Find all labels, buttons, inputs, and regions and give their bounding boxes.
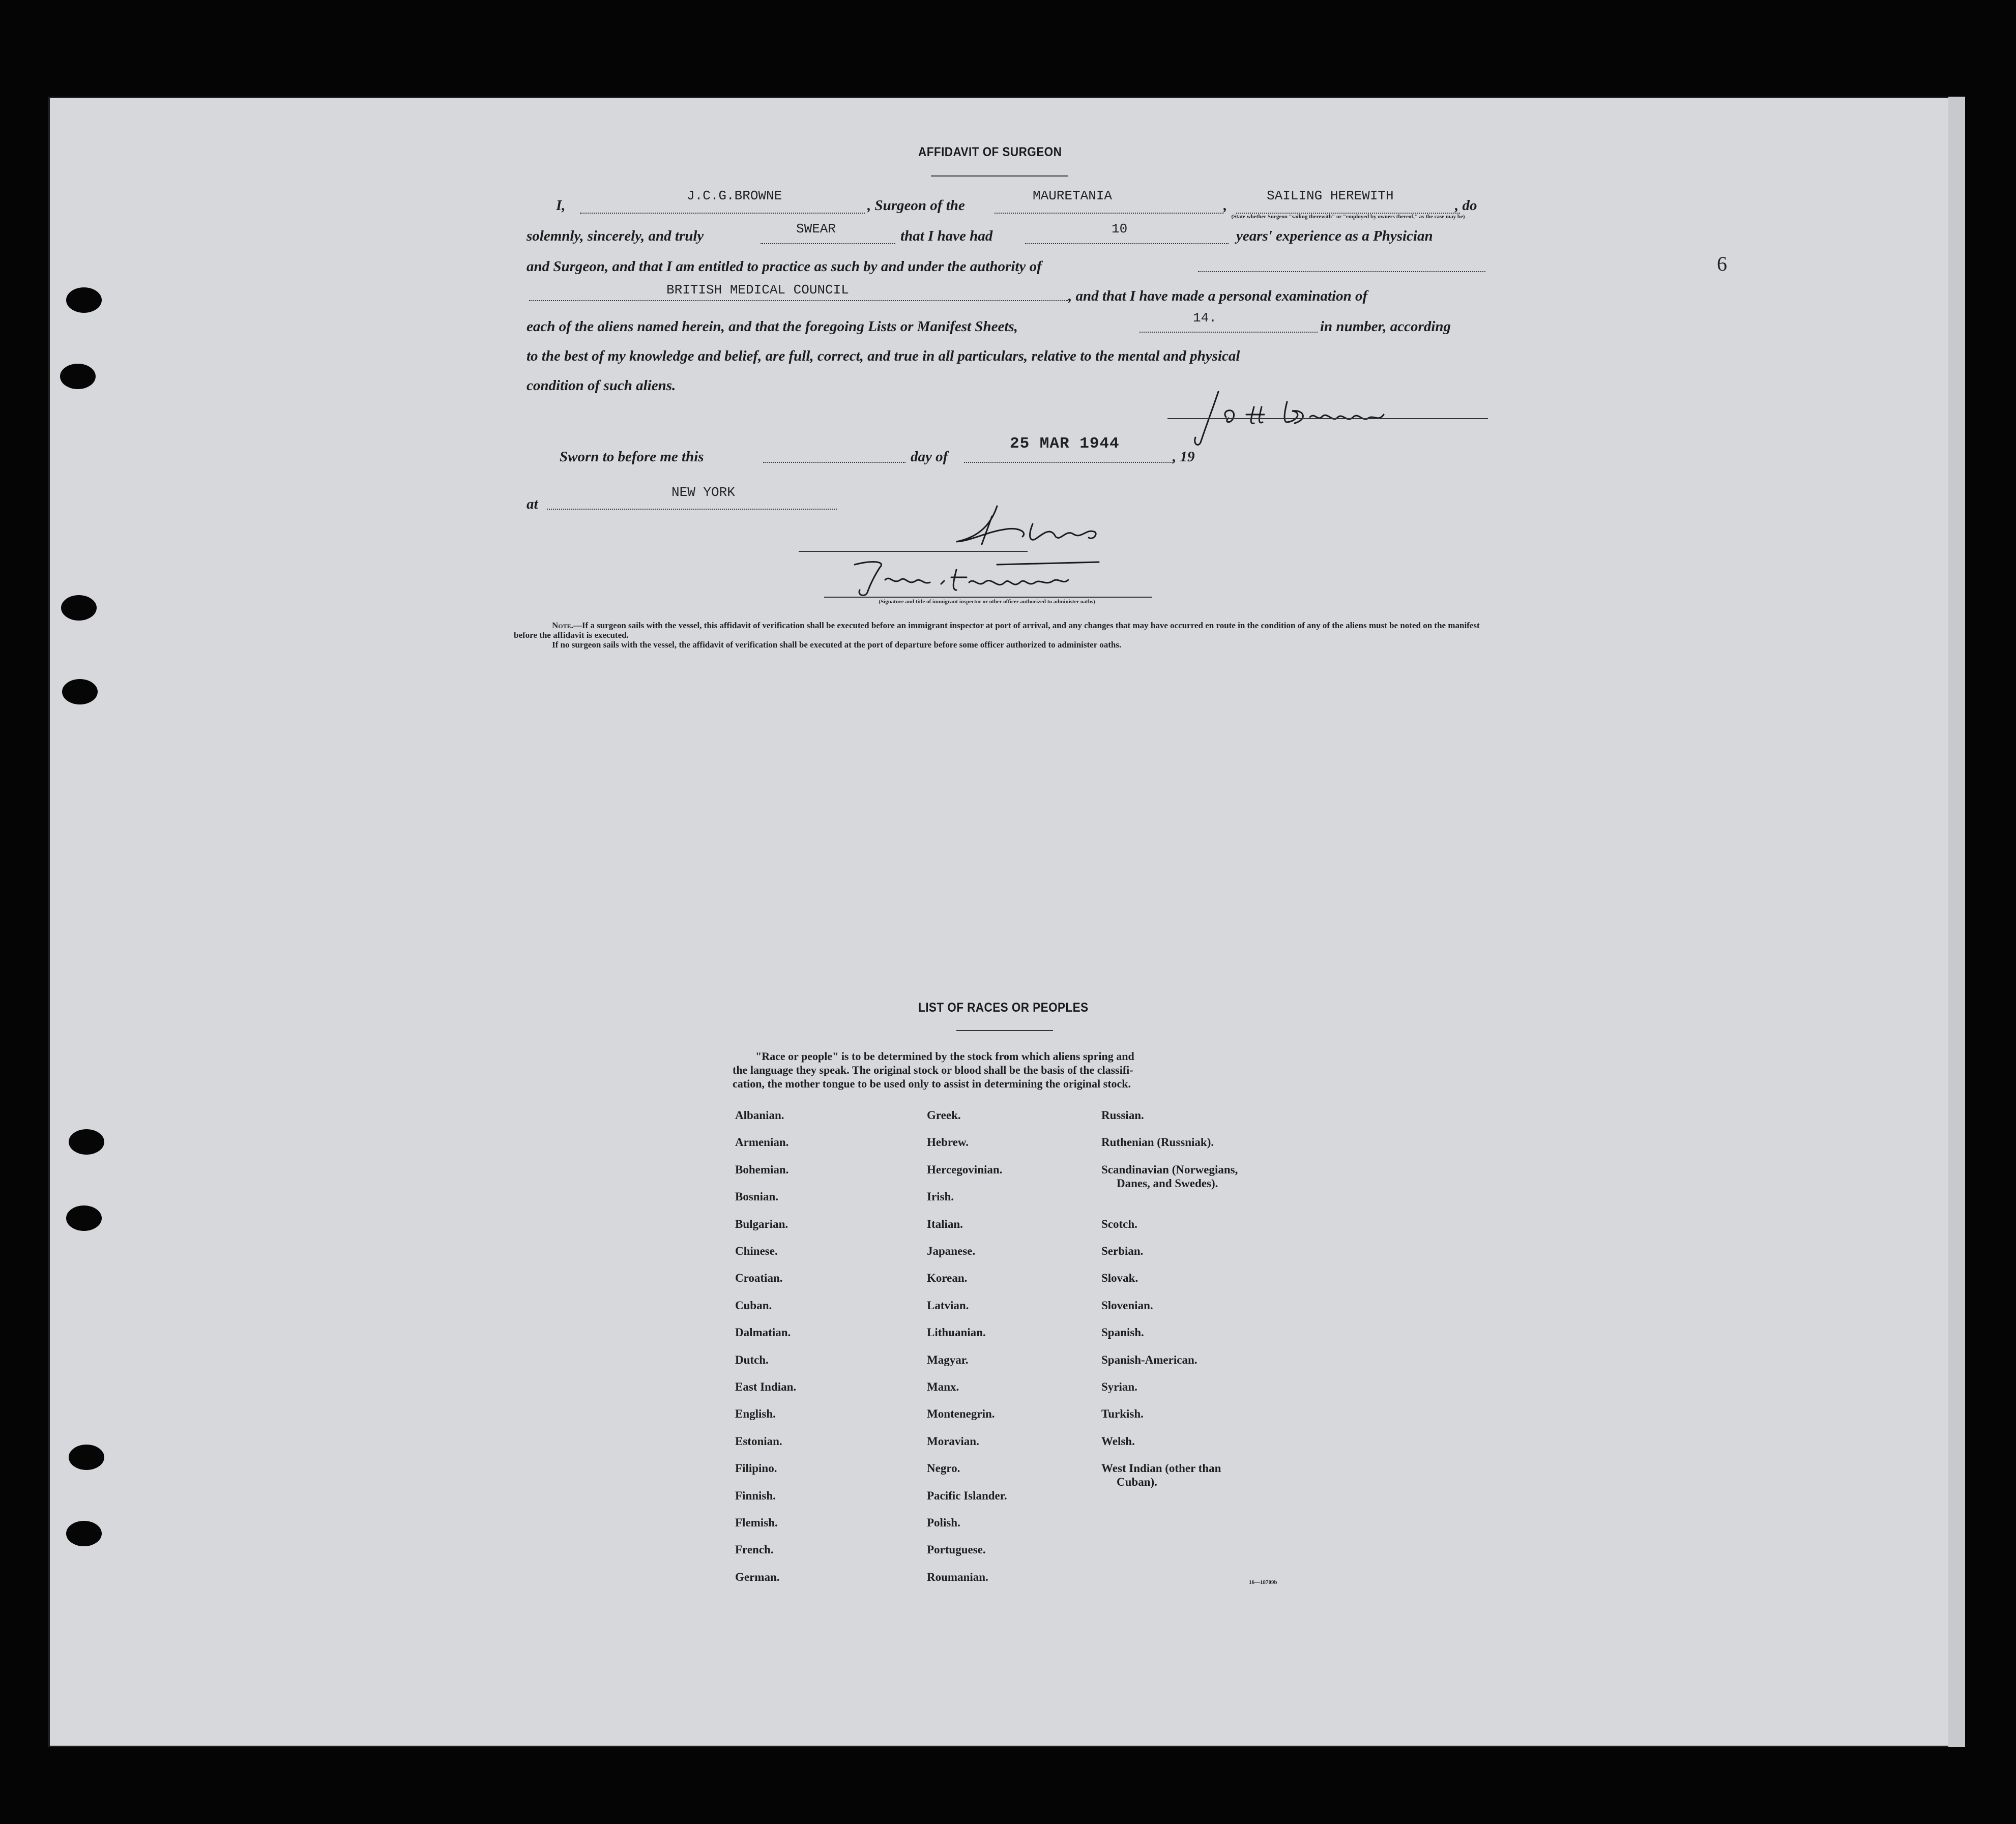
race-entry: Portuguese. — [927, 1543, 986, 1556]
race-entry: West Indian (other than — [1101, 1462, 1221, 1475]
sworn-place: NEW YORK — [671, 485, 735, 500]
signature-line — [1167, 418, 1488, 419]
race-entry: Japanese. — [927, 1245, 976, 1257]
text-at: at — [527, 496, 538, 512]
intro-line-3: cation, the mother tongue to be used only to assist in determining the original stock. — [733, 1077, 1131, 1090]
race-entry: Negro. — [927, 1462, 960, 1475]
oath-type: SWEAR — [796, 221, 836, 237]
sailing-status: SAILING HEREWITH — [1267, 188, 1394, 203]
text-knowledge: to the best of my knowledge and belief, are full, correct, and true in all particulars, relative to the mental and physical — [527, 348, 1240, 364]
race-entry: Hercegovinian. — [927, 1163, 1003, 1176]
inspector-title-line — [824, 597, 1152, 598]
race-entry: Danes, and Swedes). — [1117, 1176, 1218, 1190]
races-title: LIST OF RACES OR PEOPLES — [918, 1001, 1089, 1015]
text-sworn: Sworn to before me this — [560, 449, 704, 465]
race-entry: Albanian. — [735, 1109, 784, 1122]
race-entry: Montenegrin. — [927, 1407, 995, 1421]
race-entry: Greek. — [927, 1109, 961, 1122]
binder-hole — [66, 1205, 102, 1231]
text-surgeon-of: , Surgeon of the — [867, 197, 965, 214]
race-entry: Armenian. — [735, 1136, 789, 1149]
race-entry: Scandinavian (Norwegians, — [1101, 1163, 1238, 1176]
surgeon-signature — [1165, 387, 1491, 448]
race-entry: Welsh. — [1101, 1434, 1135, 1448]
text-day-of: day of — [911, 449, 948, 465]
race-entry: Cuban. — [735, 1299, 772, 1312]
race-entry: Polish. — [927, 1516, 960, 1529]
blank-line — [761, 243, 895, 244]
text-years-experience: years' experience as a Physician — [1236, 228, 1433, 244]
race-entry: Bulgarian. — [735, 1217, 788, 1230]
race-entry: Dutch. — [735, 1353, 769, 1366]
blank-line — [1025, 243, 1229, 244]
race-entry: Bohemian. — [735, 1163, 789, 1176]
years-experience: 10 — [1112, 221, 1128, 237]
text-i: I, — [556, 197, 566, 214]
race-entry: Filipino. — [735, 1462, 777, 1475]
race-entry: Roumanian. — [927, 1570, 988, 1583]
inspector-signature — [941, 501, 1175, 552]
binder-hole — [61, 595, 97, 621]
page-edge — [1948, 97, 1965, 1747]
title-rule — [931, 175, 1068, 176]
race-entry: Dalmatian. — [735, 1326, 791, 1339]
race-entry: Spanish-American. — [1101, 1353, 1197, 1366]
vessel-name: MAURETANIA — [1033, 188, 1113, 203]
text-19: , 19 — [1173, 449, 1195, 465]
blank-line — [1140, 332, 1318, 333]
text-personal-exam: , and that I have made a personal examination of — [1068, 288, 1368, 304]
race-entry: Finnish. — [735, 1489, 776, 1502]
sworn-date-stamp: 25 MAR 1944 — [1010, 435, 1120, 453]
authority-name: BRITISH MEDICAL COUNCIL — [666, 282, 849, 298]
binder-hole — [60, 364, 96, 389]
blank-line — [547, 509, 837, 510]
affidavit-title: AFFIDAVIT OF SURGEON — [918, 145, 1062, 159]
race-entry: French. — [735, 1543, 774, 1556]
race-entry: Turkish. — [1101, 1407, 1144, 1421]
surgeon-name: J.C.G.BROWNE — [687, 188, 782, 203]
text-do: , do — [1455, 197, 1477, 214]
inspector-title-handwriting — [844, 554, 1109, 600]
race-entry: Italian. — [927, 1217, 963, 1230]
form-number: 16—18709b — [1249, 1579, 1277, 1585]
races-title-rule — [956, 1030, 1053, 1031]
affidavit-note — [514, 621, 1488, 650]
page-number: 6 — [1717, 252, 1727, 275]
race-entry: Spanish. — [1101, 1326, 1144, 1339]
race-entry: East Indian. — [735, 1380, 797, 1393]
race-entry: Estonian. — [735, 1434, 782, 1448]
comma: , — [1223, 197, 1228, 214]
binder-hole — [69, 1129, 104, 1155]
race-entry: Irish. — [927, 1190, 954, 1203]
intro-line-1: "Race or people" is to be determined by the stock from which aliens spring and — [755, 1050, 1134, 1063]
blank-line — [763, 462, 905, 463]
race-entry: English. — [735, 1407, 776, 1421]
race-entry: Hebrew. — [927, 1136, 969, 1149]
race-entry: German. — [735, 1570, 780, 1583]
race-entry: Scotch. — [1101, 1217, 1137, 1230]
text-condition: condition of such aliens. — [527, 377, 676, 394]
blank-line — [580, 213, 865, 214]
inspector-caption: (Signature and title of immigrant inspector or other officer authorized to administer oaths) — [879, 599, 1095, 605]
note-label: Note. — [552, 621, 573, 630]
race-entry: Ruthenian (Russniak). — [1101, 1136, 1214, 1149]
binder-hole — [69, 1445, 104, 1470]
race-entry: Lithuanian. — [927, 1326, 986, 1339]
race-entry: Russian. — [1101, 1109, 1144, 1122]
race-entry: Magyar. — [927, 1353, 969, 1366]
binder-hole — [66, 287, 102, 313]
race-entry: Bosnian. — [735, 1190, 779, 1203]
race-entry: Moravian. — [927, 1434, 979, 1448]
text-foregoing-lists: each of the aliens named herein, and that the foregoing Lists or Manifest Sheets, — [527, 318, 1018, 335]
races-intro — [733, 1049, 1282, 1091]
text-authority-line: and Surgeon, and that I am entitled to practice as such by and under the authority of — [527, 258, 1042, 275]
text-solemnly: solemnly, sincerely, and truly — [527, 228, 704, 244]
race-entry: Manx. — [927, 1380, 959, 1393]
status-note: (State whether Surgeon "sailing therewith" or "employed by owners thereof," as the case may be) — [1231, 214, 1465, 220]
race-entry: Korean. — [927, 1272, 968, 1285]
blank-line — [529, 300, 1068, 301]
race-entry: Croatian. — [735, 1272, 783, 1285]
binder-hole — [66, 1521, 102, 1546]
text-i-have-had: that I have had — [900, 228, 993, 244]
note-text-2: If no surgeon sails with the vessel, the affidavit of verification shall be executed at the port of departure before some officer authorized to administer oaths. — [552, 640, 1122, 650]
race-entry: Flemish. — [735, 1516, 778, 1529]
blank-line — [964, 462, 1173, 463]
note-text-1: —If a surgeon sails with the vessel, this affidavit of verification shall be executed before an immigrant inspector at port of arrival, and any changes that may have occurred en route in the condition of any of the aliens must be noted on the manifest before the affidavit is executed. — [514, 621, 1480, 640]
blank-line — [995, 213, 1223, 214]
text-in-number: in number, according — [1320, 318, 1451, 335]
race-entry: Latvian. — [927, 1299, 969, 1312]
sheet-count: 14. — [1193, 310, 1217, 326]
race-entry: Syrian. — [1101, 1380, 1137, 1393]
race-entry: Chinese. — [735, 1245, 778, 1257]
binder-hole — [62, 679, 98, 704]
race-entry: Pacific Islander. — [927, 1489, 1007, 1502]
intro-line-2: the language they speak. The original stock or blood shall be the basis of the classifi- — [733, 1064, 1133, 1076]
inspector-line — [799, 551, 1028, 552]
race-entry: Cuban). — [1117, 1476, 1157, 1489]
race-entry: Slovenian. — [1101, 1299, 1153, 1312]
blank-line — [1198, 271, 1485, 272]
race-entry: Serbian. — [1101, 1245, 1144, 1257]
race-entry: Slovak. — [1101, 1272, 1138, 1285]
